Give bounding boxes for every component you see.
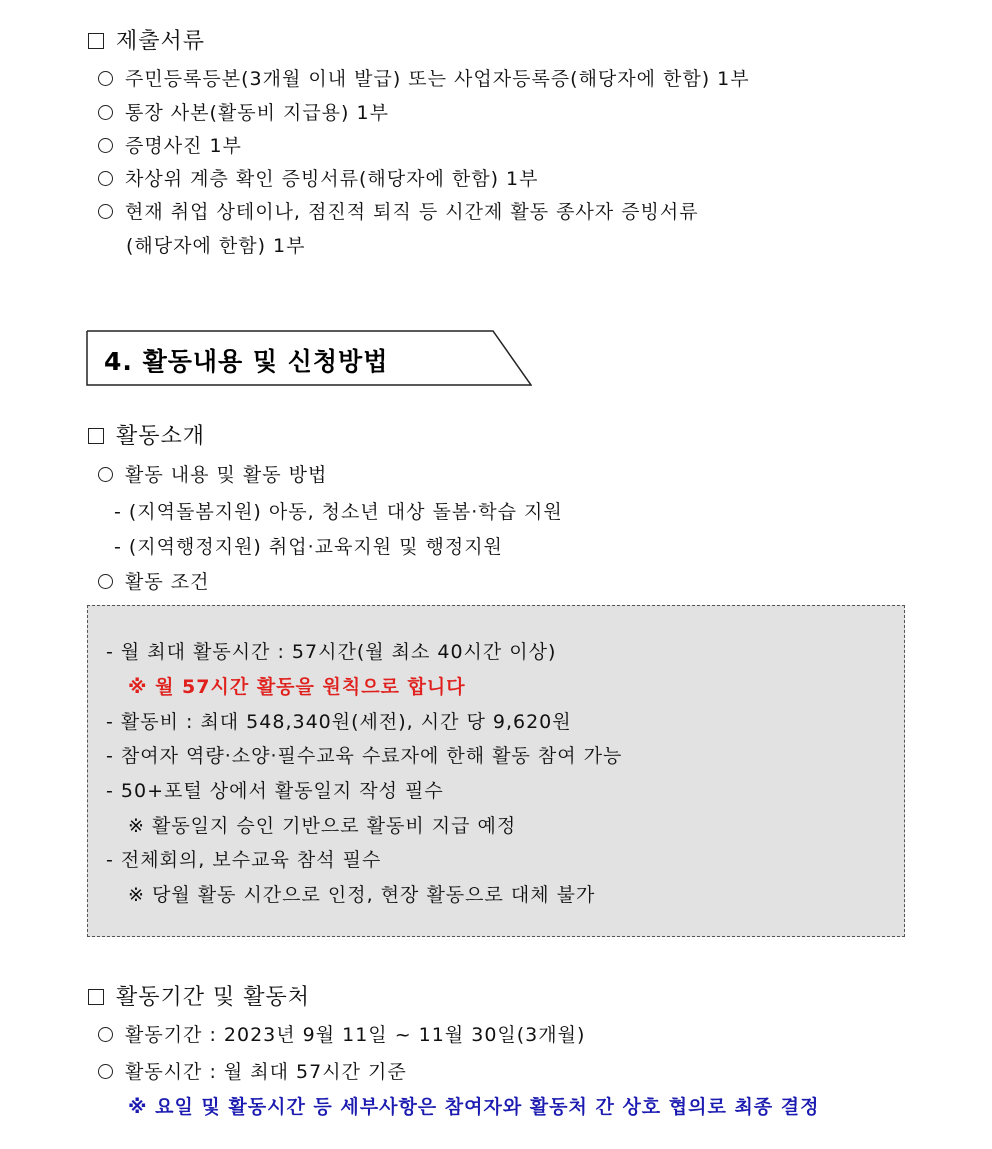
checkbox-square-icon [88,428,104,444]
list-item: 통장 사본(활동비 지급용) 1부 [98,98,389,125]
docs-heading: 제출서류 [88,24,205,55]
circle-bullet-icon [98,467,113,482]
circle-bullet-icon [98,171,113,186]
list-item: 활동기간 : 2023년 9월 11일 ~ 11월 30일(3개월) [98,1020,585,1047]
circle-bullet-icon [98,1027,113,1042]
list-item: 활동 내용 및 활동 방법 [98,460,327,487]
list-item: 현재 취업 상테이나, 점진적 퇴직 등 시간제 활동 종사자 증빙서류 [98,197,699,224]
condition-item: - 활동비 : 최대 548,340원(세전), 시간 당 9,620원 [106,711,572,733]
list-item: 활동시간 : 월 최대 57시간 기준 [98,1057,407,1084]
period-note-blue: ※ 요일 및 활동시간 등 세부사항은 참여자와 활동처 간 상호 협의로 최종 결정 [128,1096,820,1118]
circle-bullet-icon [98,105,113,120]
circle-bullet-icon [98,574,113,589]
intro-heading: 활동소개 [88,419,205,450]
list-item: 활동 조건 [98,567,209,594]
condition-item: - 월 최대 활동시간 : 57시간(월 최소 40시간 이상) [106,641,557,663]
list-item-continuation: (해당자에 한함) 1부 [126,235,306,257]
circle-bullet-icon [98,71,113,86]
period-heading: 활동기간 및 활동처 [88,980,310,1011]
condition-item: - 참여자 역량·소양·필수교육 수료자에 한해 활동 참여 가능 [106,745,623,767]
condition-note: ※ 활동일지 승인 기반으로 활동비 지급 예정 [128,815,517,837]
condition-item: - 전체회의, 보수교육 참석 필수 [106,849,382,871]
section-title: 4. 활동내용 및 신청방법 [104,347,389,376]
checkbox-square-icon [88,33,104,49]
condition-note-red: ※ 월 57시간 활동을 원칙으로 합니다 [128,676,466,698]
sub-item: - (지역돌봄지원) 아동, 청소년 대상 돌봄·학습 지원 [114,501,563,523]
checkbox-square-icon [88,989,104,1005]
condition-note: ※ 당월 활동 시간으로 인정, 현장 활동으로 대체 불가 [128,884,596,906]
condition-item: - 50+포털 상에서 활동일지 작성 필수 [106,780,444,802]
section-title-box [86,330,532,386]
list-item: 주민등록등본(3개월 이내 발급) 또는 사업자등록증(해당자에 한함) 1부 [98,64,750,91]
list-item: 차상위 계층 확인 증빙서류(해당자에 한함) 1부 [98,164,538,191]
list-item: 증명사진 1부 [98,131,242,158]
circle-bullet-icon [98,204,113,219]
circle-bullet-icon [98,138,113,153]
sub-item: - (지역행정지원) 취업·교육지원 및 행정지원 [114,536,503,558]
circle-bullet-icon [98,1064,113,1079]
